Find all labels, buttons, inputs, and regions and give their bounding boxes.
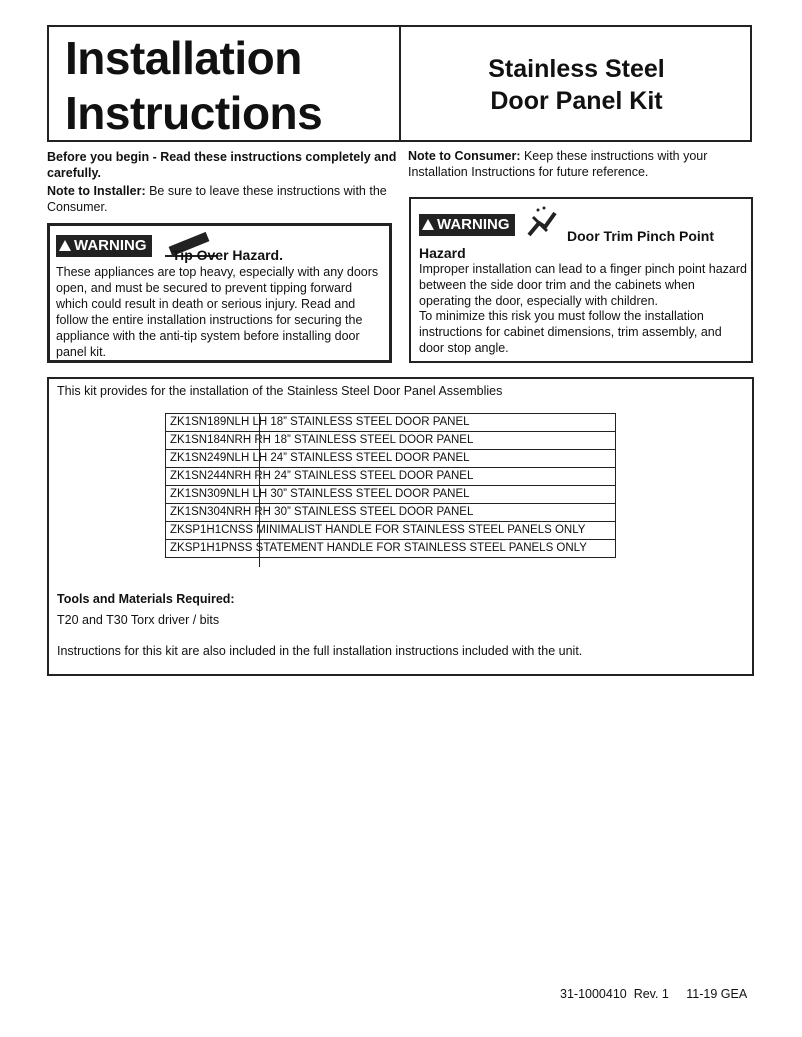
tools-heading: Tools and Materials Required: <box>57 592 235 606</box>
model-description: STATEMENT HANDLE FOR STAINLESS STEEL PANELS ONLY <box>255 542 587 554</box>
date-brand: 11-19 GEA <box>686 987 748 1001</box>
pinch-point-body-2: To minimize this risk you must follow the installation instructions for cabinet dimensions, trim assembly, and door stop angle. <box>419 309 722 355</box>
kit-intro: This kit provides for the installation of the Stainless Steel Door Panel Assemblies <box>57 384 503 398</box>
kit-table-row <box>166 540 616 558</box>
tip-over-warning-badge <box>56 235 152 257</box>
alert-triangle-icon <box>422 219 434 230</box>
model-description: MINIMALIST HANDLE FOR STAINLESS STEEL PANELS ONLY <box>256 524 586 536</box>
model-description: RH 18” STAINLESS STEEL DOOR PANEL <box>254 434 474 446</box>
model-description: LH 30” STAINLESS STEEL DOOR PANEL <box>252 488 470 500</box>
note-to-consumer <box>408 148 748 180</box>
model-number: ZK1SN304NRH <box>170 506 252 518</box>
kit-table-cell <box>166 540 616 558</box>
installer-text: Be sure to leave these instructions with the Consumer. <box>47 184 387 214</box>
subtitle-line-2: Door Panel Kit <box>490 87 663 115</box>
kit-table-cell <box>166 414 616 432</box>
tip-over-title: Tip Over Hazard. <box>172 247 284 263</box>
model-description: LH 24” STAINLESS STEEL DOOR PANEL <box>252 452 470 464</box>
warning-label: WARNING <box>437 216 510 233</box>
kit-table-row <box>166 414 616 432</box>
kit-table-body <box>166 414 616 558</box>
model-description: LH 18” STAINLESS STEEL DOOR PANEL <box>252 416 470 428</box>
kit-table-row <box>166 522 616 540</box>
pinch-point-warning-badge <box>419 214 515 236</box>
model-number: ZK1SN184NRH <box>170 434 252 446</box>
kit-note: Instructions for this kit are also included in the full installation instructions included with the unit. <box>57 644 583 658</box>
kit-table-cell <box>166 450 616 468</box>
model-number: ZKSP1H1CNSS <box>170 524 254 536</box>
pinch-point-title-line-2: Hazard <box>419 245 466 261</box>
model-number: ZK1SN249NLH <box>170 452 250 464</box>
kit-table-row <box>166 450 616 468</box>
model-number: ZK1SN189NLH <box>170 416 250 428</box>
kit-table-column-divider <box>259 413 260 567</box>
pinch-point-icon <box>525 205 559 241</box>
tip-over-body: These appliances are top heavy, especially with any doors open, and must be secured to prevent tipping forward which could result in death or serious injury. Read and follow the entire installation instructions for securing the appliance with the anti-tip system before installing door panel kit. <box>56 265 379 359</box>
note-to-installer <box>47 183 397 215</box>
title-box <box>47 25 752 142</box>
kit-table-cell <box>166 486 616 504</box>
model-description: RH 24” STAINLESS STEEL DOOR PANEL <box>254 470 474 482</box>
pinch-point-body: Improper installation can lead to a finger pinch point hazard between the side door trim and the cabinets when operating the door, especially with children. <box>419 262 747 308</box>
pinch-point-title-line-1: Door Trim Pinch Point <box>567 228 715 244</box>
model-number: ZK1SN309NLH <box>170 488 250 500</box>
model-number: ZKSP1H1PNSS <box>170 542 253 554</box>
kit-table-cell <box>166 522 616 540</box>
title-line-1: Installation <box>65 32 302 84</box>
tools-text: T20 and T30 Torx driver / bits <box>57 613 220 627</box>
kit-table-row <box>166 432 616 450</box>
kit-table <box>165 413 616 558</box>
model-description: RH 30” STAINLESS STEEL DOOR PANEL <box>254 506 474 518</box>
model-number: ZK1SN244NRH <box>170 470 252 482</box>
installer-label: Note to Installer: <box>47 184 146 198</box>
alert-triangle-icon <box>59 240 71 251</box>
subtitle-line-1: Stainless Steel <box>488 55 665 83</box>
before-you-begin: Before you begin - Read these instructions completely and carefully. <box>47 150 397 180</box>
kit-table-cell <box>166 504 616 522</box>
title-line-2: Instructions <box>65 87 323 139</box>
kit-table-cell <box>166 468 616 486</box>
consumer-text: Keep these instructions with your Installation Instructions for future reference. <box>408 149 708 179</box>
revision: Rev. 1 <box>633 987 669 1001</box>
warning-label: WARNING <box>74 237 147 254</box>
kit-table-row <box>166 504 616 522</box>
title-divider <box>399 27 401 140</box>
kit-table-row <box>166 468 616 486</box>
kit-table-cell <box>166 432 616 450</box>
kit-table-row <box>166 486 616 504</box>
consumer-label: Note to Consumer: <box>408 149 521 163</box>
footer <box>560 986 747 1002</box>
doc-number: 31-1000410 <box>560 987 627 1001</box>
